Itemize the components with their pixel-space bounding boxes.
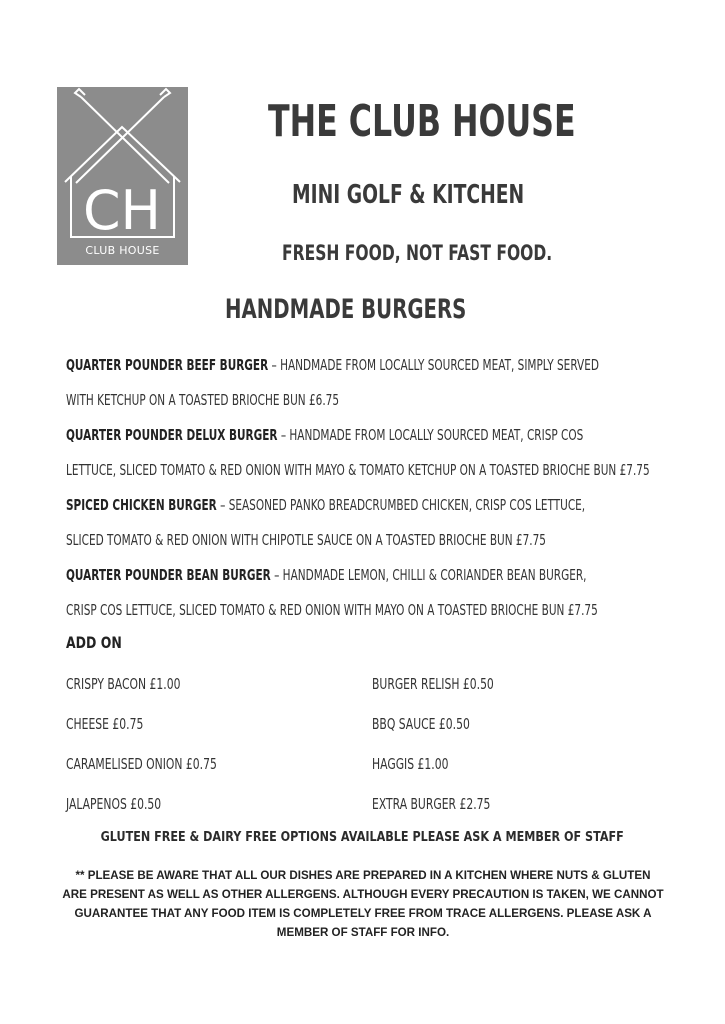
menu-item [66, 418, 706, 488]
menu-item-name: QUARTER POUNDER DELUX BURGER [66, 426, 278, 444]
menu-item-name: QUARTER POUNDER BEEF BURGER [66, 356, 269, 374]
menu-item-description-cont: LETTUCE, SLICED TOMATO & RED ONION WITH MAYO & TOMATO KETCHUP ON A TOASTED BRIOCHE BUN £7.75 [66, 461, 650, 479]
golf-clubs-house-icon [57, 87, 188, 265]
add-on-item: EXTRA BURGER £2.75 [372, 795, 491, 813]
add-on-heading: ADD ON [66, 633, 122, 652]
menu-item-description-cont: SLICED TOMATO & RED ONION WITH CHIPOTLE SAUCE ON A TOASTED BRIOCHE BUN £7.75 [66, 531, 546, 549]
add-on-item: CHEESE £0.75 [66, 715, 144, 733]
page-title: THE CLUB HOUSE [268, 96, 576, 147]
add-on-item: BBQ SAUCE £0.50 [372, 715, 470, 733]
menu-item-description: – SEASONED PANKO BREADCRUMBED CHICKEN, CRISP COS LETTUCE, [216, 496, 586, 514]
menu-item-name: SPICED CHICKEN BURGER [66, 496, 217, 514]
add-on-item: CRISPY BACON £1.00 [66, 675, 181, 693]
logo-subtitle: CLUB HOUSE [85, 244, 160, 257]
add-on-item: HAGGIS £1.00 [372, 755, 449, 773]
menu-item-description: – HANDMADE FROM LOCALLY SOURCED MEAT, SIMPLY SERVED [268, 356, 599, 374]
add-on-item: CARAMELISED ONION £0.75 [66, 755, 217, 773]
logo-initials: CH [83, 179, 161, 242]
page-subtitle: MINI GOLF & KITCHEN [292, 180, 525, 210]
menu-item-description: – HANDMADE FROM LOCALLY SOURCED MEAT, CRISP COS [277, 426, 584, 444]
menu-item-description-cont: WITH KETCHUP ON A TOASTED BRIOCHE BUN £6.75 [66, 391, 340, 409]
allergen-disclaimer: ** PLEASE BE AWARE THAT ALL OUR DISHES ARE PREPARED IN A KITCHEN WHERE NUTS & GLUTEN ARE PRESENT AS WELL AS OTHER ALLERGENS. ALTHOUGH EVERY PRECAUTION IS TAKEN, WE CANNOT GUARANTEE THAT ANY FOOD ITEM IS COMPLETELY FREE FROM TRACE ALLERGENS. PLEASE ASK A MEMBER OF STAFF FOR INFO. [62, 869, 664, 939]
menu-item [66, 558, 706, 628]
add-on-item: BURGER RELISH £0.50 [372, 675, 494, 693]
menu-item [66, 348, 706, 418]
menu-item-description-cont: CRISP COS LETTUCE, SLICED TOMATO & RED ONION WITH MAYO ON A TOASTED BRIOCHE BUN £7.75 [66, 601, 598, 619]
add-on-item: JALAPENOS £0.50 [66, 795, 162, 813]
dietary-options-note: GLUTEN FREE & DAIRY FREE OPTIONS AVAILABLE PLEASE ASK A MEMBER OF STAFF [100, 830, 625, 845]
section-title: HANDMADE BURGERS [225, 294, 467, 325]
menu-item-description: – HANDMADE LEMON, CHILLI & CORIANDER BEAN BURGER, [270, 566, 587, 584]
club-house-logo [57, 87, 188, 265]
menu-item [66, 488, 706, 558]
menu-item-name: QUARTER POUNDER BEAN BURGER [66, 566, 271, 584]
tagline: FRESH FOOD, NOT FAST FOOD. [282, 241, 553, 265]
